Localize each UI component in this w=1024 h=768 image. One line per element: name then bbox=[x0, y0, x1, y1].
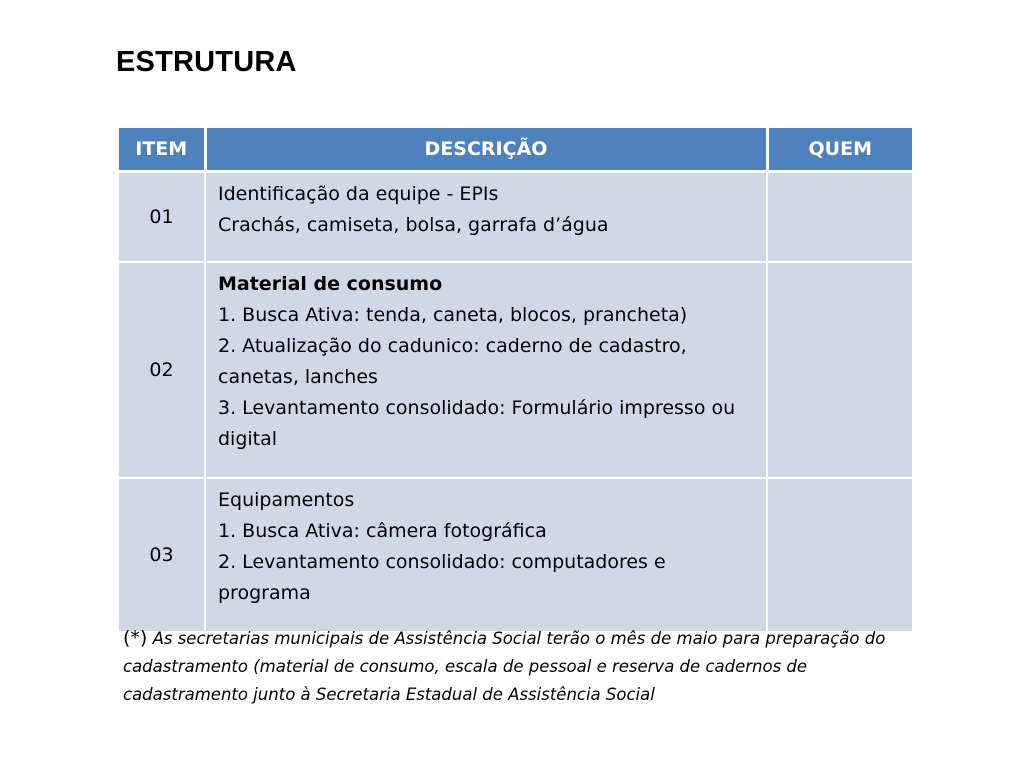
header-quem: QUEM bbox=[767, 128, 912, 172]
table-row bbox=[119, 478, 912, 631]
description-cell bbox=[205, 172, 767, 263]
footnote-text: As secretarias municipais de Assistência Social terão o mês de maio para preparação do cadastramento (material de consumo, escala de pessoal e reserva de cadernos de cadastramento junto à Secretaria Estadual de Assistência Social bbox=[123, 629, 886, 704]
description-heading: Material de consumo bbox=[218, 273, 443, 295]
page-title: ESTRUTURA bbox=[116, 46, 297, 78]
description-cell bbox=[205, 262, 767, 478]
estrutura-table bbox=[119, 128, 912, 631]
description-cell bbox=[205, 478, 767, 631]
footnote-marker: (*) bbox=[123, 627, 148, 649]
description-heading: Identificação da equipe - EPIs bbox=[218, 183, 499, 205]
table-header-row bbox=[119, 128, 912, 172]
item-number: 02 bbox=[119, 262, 205, 478]
item-number: 01 bbox=[119, 172, 205, 263]
header-descricao: DESCRIÇÃO bbox=[205, 128, 767, 172]
description-line: 2. Levantamento consolidado: computadores e programa bbox=[218, 551, 666, 604]
quem-cell bbox=[767, 478, 912, 631]
item-number: 03 bbox=[119, 478, 205, 631]
header-item: ITEM bbox=[119, 128, 205, 172]
table-row bbox=[119, 262, 912, 478]
description-line: 3. Levantamento consolidado: Formulário impresso ou digital bbox=[218, 397, 736, 450]
description-line: 1. Busca Ativa: tenda, caneta, blocos, prancheta) bbox=[218, 304, 688, 326]
description-line: 2. Atualização do cadunico: caderno de cadastro, canetas, lanches bbox=[218, 335, 687, 388]
description-line: 1. Busca Ativa: câmera fotográfica bbox=[218, 520, 547, 542]
table-row bbox=[119, 172, 912, 263]
quem-cell bbox=[767, 172, 912, 263]
footnote bbox=[123, 624, 903, 709]
quem-cell bbox=[767, 262, 912, 478]
description-heading: Equipamentos bbox=[218, 489, 355, 511]
description-line: Crachás, camiseta, bolsa, garrafa d’água bbox=[218, 214, 609, 236]
